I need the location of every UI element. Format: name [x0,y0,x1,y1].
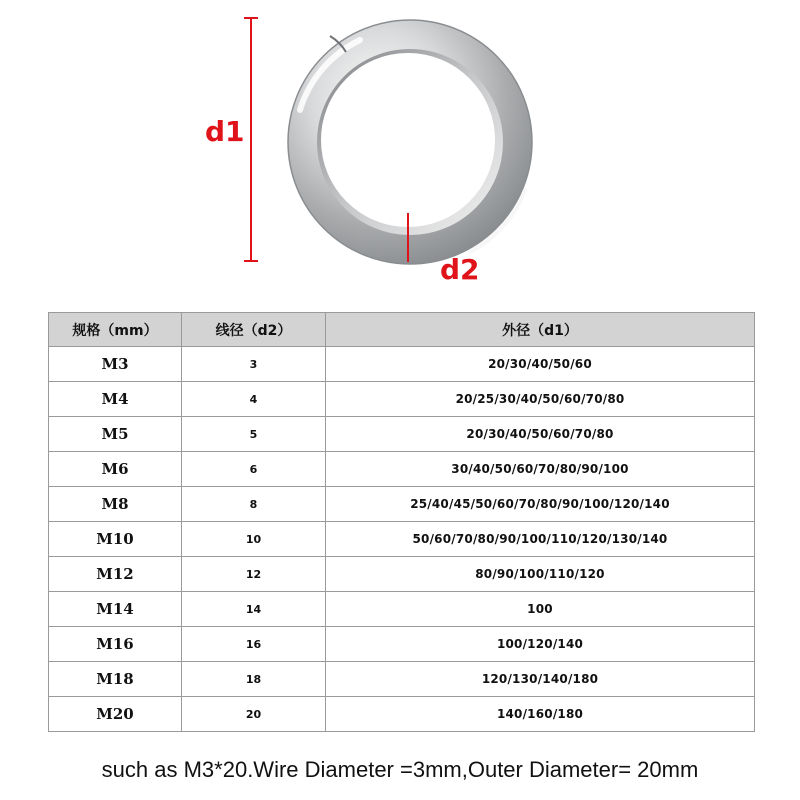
header-outer-diameter: 外径（d1） [326,313,755,347]
header-spec: 规格（mm） [49,313,182,347]
outer-diameter-cell: 20/25/30/40/50/60/70/80 [326,382,755,417]
spec-cell: M5 [49,417,182,452]
d1-label: d1 [205,115,245,148]
ring-figure [0,0,800,300]
d2-label: d2 [440,253,480,286]
outer-diameter-cell: 30/40/50/60/70/80/90/100 [326,452,755,487]
wire-diameter-cell: 5 [182,417,326,452]
outer-diameter-cell: 20/30/40/50/60/70/80 [326,417,755,452]
table-row [49,417,755,452]
spec-table [48,312,755,732]
table-row [49,697,755,732]
wire-diameter-cell: 10 [182,522,326,557]
outer-diameter-cell: 120/130/140/180 [326,662,755,697]
outer-diameter-cell: 50/60/70/80/90/100/110/120/130/140 [326,522,755,557]
table-row [49,347,755,382]
wire-diameter-cell: 8 [182,487,326,522]
spec-cell: M18 [49,662,182,697]
spec-cell: M16 [49,627,182,662]
caption: such as M3*20.Wire Diameter =3mm,Outer Diameter= 20mm [101,757,699,782]
wire-diameter-cell: 6 [182,452,326,487]
table-row [49,522,755,557]
wire-diameter-cell: 4 [182,382,326,417]
spec-table-body [49,347,755,732]
wire-diameter-cell: 12 [182,557,326,592]
wire-diameter-cell: 18 [182,662,326,697]
spec-cell: M20 [49,697,182,732]
wire-diameter-cell: 20 [182,697,326,732]
table-row [49,662,755,697]
table-row [49,557,755,592]
outer-diameter-cell: 100 [326,592,755,627]
spec-cell: M14 [49,592,182,627]
outer-diameter-cell: 20/30/40/50/60 [326,347,755,382]
spec-cell: M12 [49,557,182,592]
ring-diagram [0,0,800,300]
outer-diameter-cell: 100/120/140 [326,627,755,662]
d1-dimension-line [244,18,258,261]
spec-cell: M4 [49,382,182,417]
spec-cell: M3 [49,347,182,382]
wire-diameter-cell: 16 [182,627,326,662]
spec-cell: M6 [49,452,182,487]
wire-diameter-cell: 3 [182,347,326,382]
table-row [49,487,755,522]
spec-cell: M10 [49,522,182,557]
table-header-row [49,313,755,347]
table-row [49,452,755,487]
header-wire-diameter: 线径（d2） [182,313,326,347]
outer-diameter-cell: 80/90/100/110/120 [326,557,755,592]
table-row [49,627,755,662]
wire-diameter-cell: 14 [182,592,326,627]
o-ring-image [288,20,532,264]
outer-diameter-cell: 140/160/180 [326,697,755,732]
table-row [49,592,755,627]
table-row [49,382,755,417]
outer-diameter-cell: 25/40/45/50/60/70/80/90/100/120/140 [326,487,755,522]
spec-cell: M8 [49,487,182,522]
